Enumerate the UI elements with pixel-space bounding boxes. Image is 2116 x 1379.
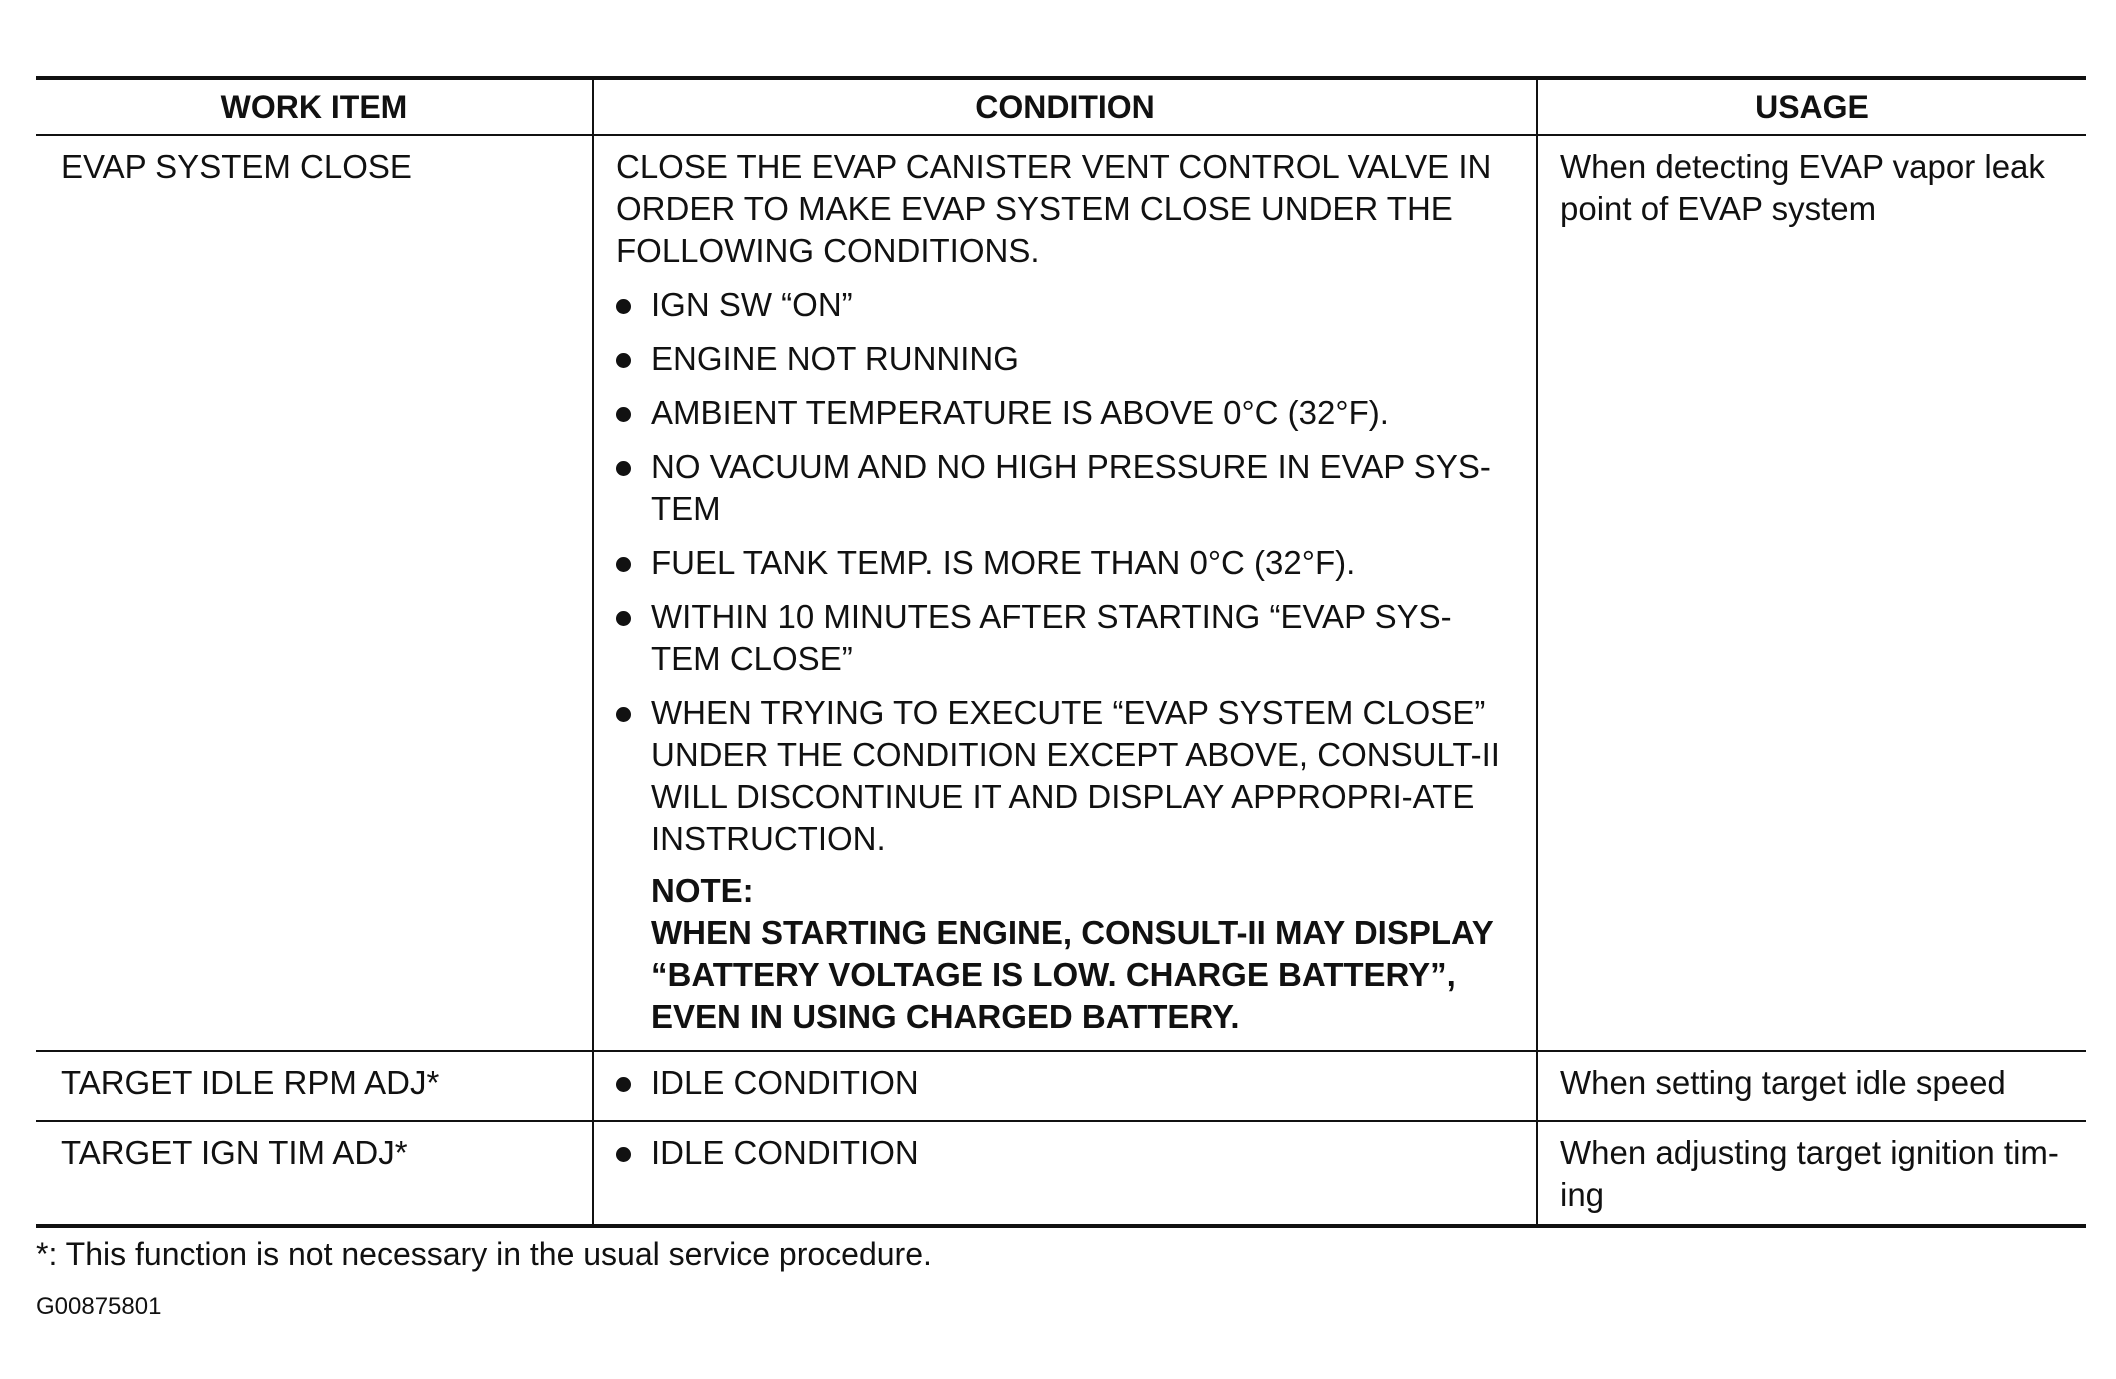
condition-text: IDLE CONDITION bbox=[651, 1064, 919, 1101]
bullet-icon bbox=[616, 353, 631, 368]
bullet-icon bbox=[616, 557, 631, 572]
condition-intro: CLOSE THE EVAP CANISTER VENT CONTROL VALVE IN ORDER TO MAKE EVAP SYSTEM CLOSE UNDER THE FOLLOWING CONDITIONS. bbox=[616, 148, 1492, 269]
condition-list bbox=[616, 1132, 1516, 1174]
work-item-cell: TARGET IDLE RPM ADJ* bbox=[36, 1051, 593, 1121]
note-block bbox=[651, 870, 1516, 1038]
condition-item bbox=[616, 338, 1516, 380]
condition-item bbox=[616, 284, 1516, 326]
condition-text: ENGINE NOT RUNNING bbox=[651, 340, 1019, 377]
condition-text: FUEL TANK TEMP. IS MORE THAN 0°C (32°F). bbox=[651, 544, 1356, 581]
condition-item bbox=[616, 692, 1516, 860]
header-work-item: WORK ITEM bbox=[36, 78, 593, 135]
work-item-cell: TARGET IGN TIM ADJ* bbox=[36, 1121, 593, 1226]
usage-cell: When setting target idle speed bbox=[1537, 1051, 2086, 1121]
condition-cell bbox=[593, 1051, 1537, 1121]
condition-item bbox=[616, 392, 1516, 434]
condition-list bbox=[616, 1062, 1516, 1104]
note-text: WHEN STARTING ENGINE, CONSULT-II MAY DISPLAY “BATTERY VOLTAGE IS LOW. CHARGE BATTERY”, EVEN IN USING CHARGED BATTERY. bbox=[651, 914, 1494, 1035]
condition-text: WHEN TRYING TO EXECUTE “EVAP SYSTEM CLOSE” UNDER THE CONDITION EXCEPT ABOVE, CONSULT-II WILL DISCONTINUE IT AND DISPLAY APPROPRI-ATE INSTRUCTION. bbox=[651, 694, 1500, 857]
table-row-evap-system-close bbox=[36, 135, 2086, 1051]
work-item-table bbox=[36, 76, 2086, 1228]
condition-item bbox=[616, 542, 1516, 584]
bullet-icon bbox=[616, 407, 631, 422]
condition-item bbox=[616, 1062, 1516, 1104]
bullet-icon bbox=[616, 299, 631, 314]
bullet-icon bbox=[616, 611, 631, 626]
condition-cell bbox=[593, 1121, 1537, 1226]
header-condition: CONDITION bbox=[593, 78, 1537, 135]
header-usage: USAGE bbox=[1537, 78, 2086, 135]
usage-cell: When detecting EVAP vapor leak point of EVAP system bbox=[1537, 135, 2086, 1051]
figure-code: G00875801 bbox=[36, 1293, 162, 1320]
condition-text: IDLE CONDITION bbox=[651, 1134, 919, 1171]
condition-list bbox=[616, 284, 1516, 860]
work-item-cell: EVAP SYSTEM CLOSE bbox=[36, 135, 593, 1051]
condition-text: AMBIENT TEMPERATURE IS ABOVE 0°C (32°F). bbox=[651, 394, 1389, 431]
bullet-icon bbox=[616, 1077, 631, 1092]
condition-text: NO VACUUM AND NO HIGH PRESSURE IN EVAP SYS-TEM bbox=[651, 448, 1491, 527]
condition-cell bbox=[593, 135, 1537, 1051]
table-row-target-idle-rpm-adj bbox=[36, 1051, 2086, 1121]
condition-text: WITHIN 10 MINUTES AFTER STARTING “EVAP SYS-TEM CLOSE” bbox=[651, 598, 1452, 677]
note-label: NOTE: bbox=[651, 872, 754, 909]
usage-cell: When adjusting target ignition tim-ing bbox=[1537, 1121, 2086, 1226]
condition-text: IGN SW “ON” bbox=[651, 286, 853, 323]
bullet-icon bbox=[616, 461, 631, 476]
bullet-icon bbox=[616, 707, 631, 722]
condition-item bbox=[616, 1132, 1516, 1174]
footnote: *: This function is not necessary in the usual service procedure. bbox=[36, 1236, 932, 1272]
table-header-row bbox=[36, 78, 2086, 135]
condition-item bbox=[616, 596, 1516, 680]
bullet-icon bbox=[616, 1147, 631, 1162]
table-row-target-ign-tim-adj bbox=[36, 1121, 2086, 1226]
work-item-table-container bbox=[36, 76, 2086, 1228]
condition-item bbox=[616, 446, 1516, 530]
